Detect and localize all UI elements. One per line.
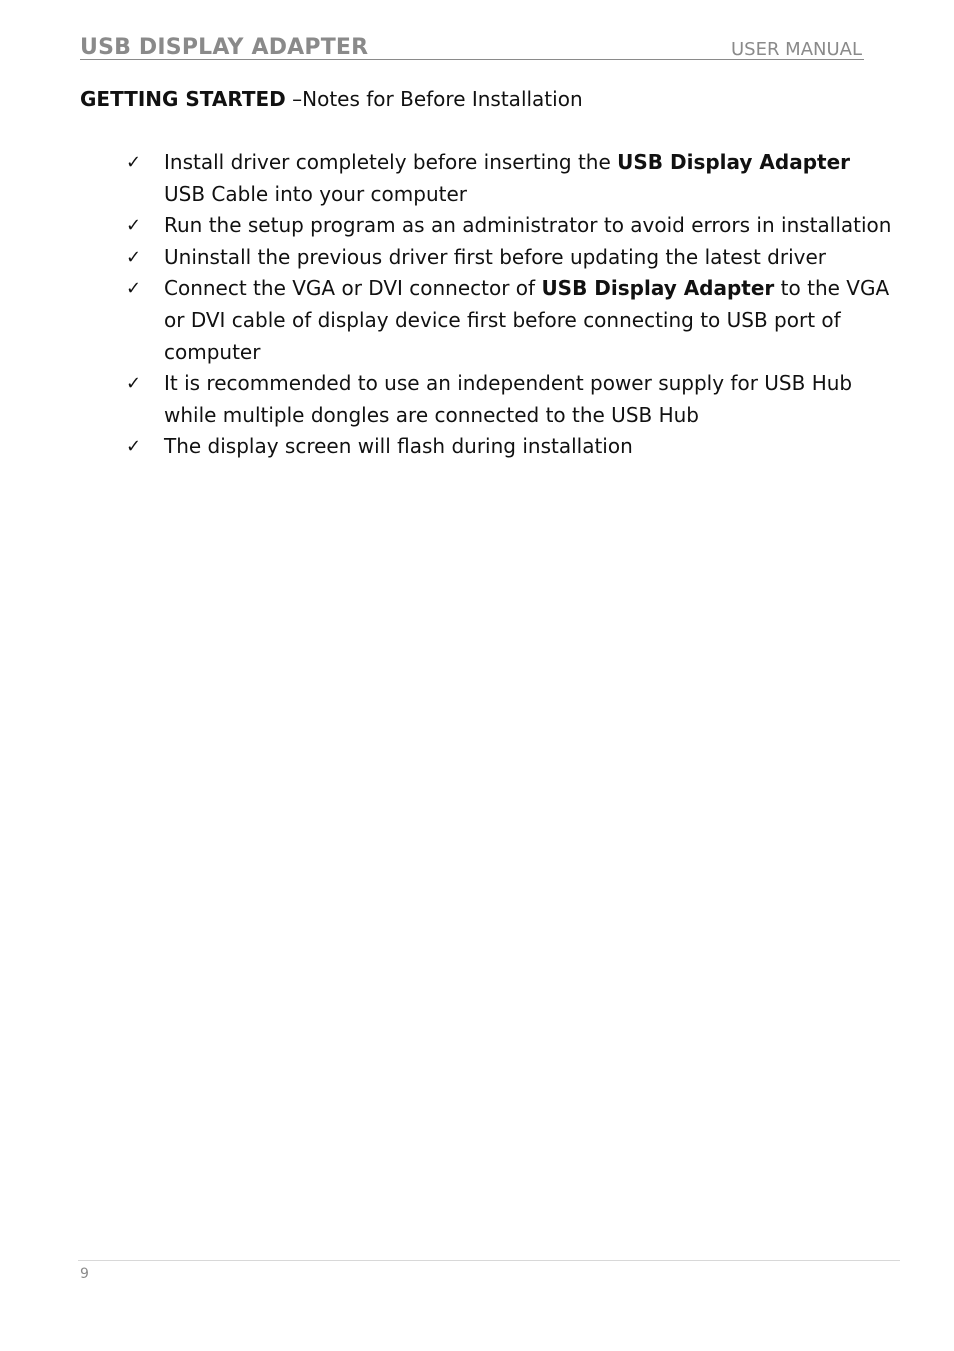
checkmark-icon: ✓ [126,373,142,395]
note-text: Connect the VGA or DVI connector of [164,276,542,301]
product-name: USB Display Adapter [541,276,775,301]
list-item [124,210,894,242]
section-heading-strong: GETTING STARTED [80,87,286,111]
checkmark-icon: ✓ [126,436,142,458]
document-title: USB DISPLAY ADAPTER [80,35,369,60]
list-item [124,242,894,274]
note-text: to the VGA or DVI cable of display device first before connecting to USB port of computer [164,276,890,364]
checkmark-icon: ✓ [126,152,142,173]
section-heading [80,87,583,111]
section-heading-rest: –Notes for Before Installation [285,87,583,111]
list-item [124,368,894,431]
checkmark-icon: ✓ [126,246,142,268]
checkmark-icon: ✓ [126,215,142,237]
footer-divider [78,1260,900,1261]
installation-notes-list [124,147,894,463]
note-text: Install driver completely before inserting the [164,150,618,174]
page-number: 9 [80,1266,89,1282]
checkmark-icon: ✓ [126,278,142,300]
list-item [124,431,894,463]
note-text: Uninstall the previous driver first before updating the latest driver [164,244,826,269]
note-text: Run the setup program as an administrator to avoid errors in installation [164,213,892,238]
list-item [124,147,894,210]
note-text: It is recommended to use an independent power supply for USB Hub while multiple dongles are connected to the USB Hub [164,371,853,427]
note-text: The display screen will flash during installation [164,434,633,459]
list-item [124,273,894,368]
product-name: USB Display Adapter [617,150,851,174]
page-header [80,30,864,60]
note-text: USB Cable into your computer [164,181,467,206]
document-type-label: USER MANUAL [730,39,862,60]
